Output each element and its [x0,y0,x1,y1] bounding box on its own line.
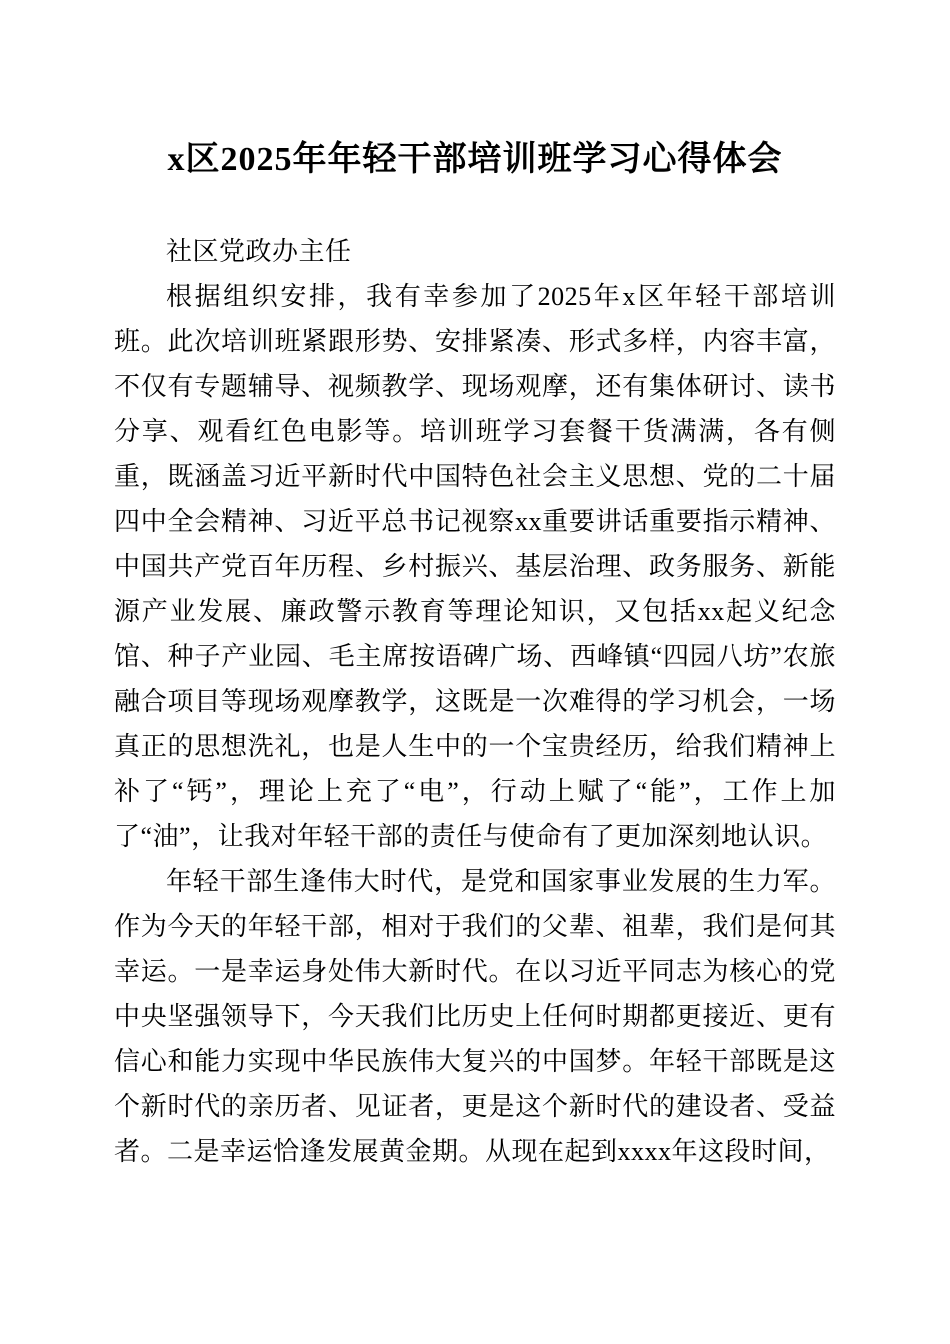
document-body [114,230,836,1174]
paragraph: 根据组织安排，我有幸参加了2025年x区年轻干部培训班。此次培训班紧跟形势、安排紧凑、形式多样，内容丰富，不仅有专题辅导、视频教学、现场观摩，还有集体研讨、读书分享、观看红色电影等。培训班学习套餐干货满满，各有侧重，既涵盖习近平新时代中国特色社会主义思想、党的二十届四中全会精神、习近平总书记视察xx重要讲话重要指示精神、中国共产党百年历程、乡村振兴、基层治理、政务服务、新能源产业发展、廉政警示教育等理论知识，又包括xx起义纪念馆、种子产业园、毛主席按语碑广场、西峰镇“四园八坊”农旅融合项目等现场观摩教学，这既是一次难得的学习机会，一场真正的思想洗礼，也是人生中的一个宝贵经历，给我们精神上补了“钙”，理论上充了“电”，行动上赋了“能”，工作上加了“油”，让我对年轻干部的责任与使命有了更加深刻地认识。 [114,282,836,851]
paragraph: 年轻干部生逢伟大时代，是党和国家事业发展的生力军。作为今天的年轻干部，相对于我们的父辈、祖辈，我们是何其幸运。一是幸运身处伟大新时代。在以习近平同志为核心的党中央坚强领导下，今天我们比历史上任何时期都更接近、更有信心和能力实现中华民族伟大复兴的中国梦。年轻干部既是这个新时代的亲历者、见证者，更是这个新时代的建设者、受益者。二是幸运恰逢发展黄金期。从现在起到xxxx年这段时间， [114,866,836,1166]
document-title: x区2025年年轻干部培训班学习心得体会 [167,141,783,178]
paragraph: 社区党政办主任 [166,237,352,267]
